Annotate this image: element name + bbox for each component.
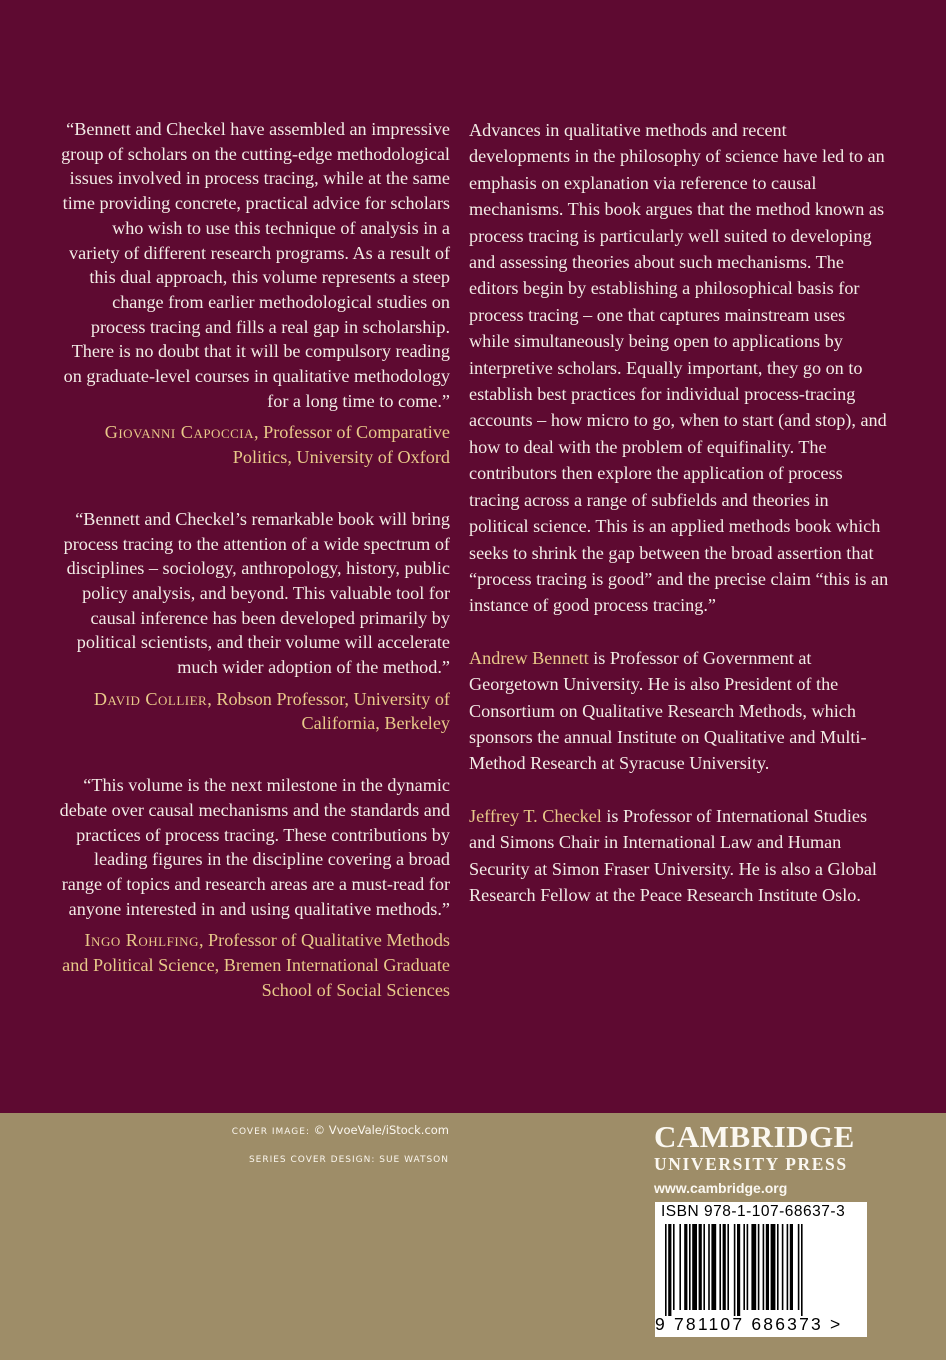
endorsement-quote: “This volume is the next milestone in the dynamic debate over causal mechanisms and the standards and practices of process tracing. These contributions by leading figures in the discipline covering a broad range of topics and research areas are a must-read for anyone interested in and using qualitative methods.” xyxy=(59,775,450,919)
author-name: Andrew Bennett xyxy=(469,647,589,668)
publisher-name: CAMBRIDGE xyxy=(654,1119,855,1154)
endorsement-affiliation: , Robson Professor, University of California, Berkeley xyxy=(207,688,450,734)
endorsement-attribution xyxy=(58,928,450,1002)
endorsement-affiliation: , Professor of Comparative Politics, University of Oxford xyxy=(232,422,450,468)
author-bio-2 xyxy=(469,803,889,909)
barcode-icon xyxy=(663,1224,859,1316)
book-description-column xyxy=(469,117,889,934)
publisher-press: UNIVERSITY PRESS xyxy=(654,1154,848,1174)
barcode-number: 9 781107 686373 > xyxy=(655,1314,843,1334)
isbn-label: ISBN 978-1-107-68637-3 xyxy=(661,1203,846,1220)
series-design-credit: SERIES COVER DESIGN: SUE WATSON xyxy=(248,1155,449,1165)
endorsements-column xyxy=(58,117,450,1040)
author-name: Jeffrey T. Checkel xyxy=(469,805,602,826)
endorsement-attribution xyxy=(58,420,450,469)
cover-image-label: COVER IMAGE: xyxy=(231,1127,310,1137)
endorsement-attribution xyxy=(58,687,450,736)
book-description: Advances in qualitative methods and recent developments in the philosophy of science have led to an emphasis on explanation via reference to causal mechanisms. This book argues that the method known as process tracing is particularly well suited to developing and assessing theories about such mechanisms. The editors begin by establishing a philosophical basis for process tracing – one that captures mainstream uses while simultaneously being open to applications by interpretive scholars. Equally important, they go on to establish best practices for individual process-tracing accounts – how micro to go, when to start (and stop), and how to deal with the problem of equifinality. The contributors then explore the application of process tracing across a range of subfields and theories in political science. This is an applied methods book which seeks to shrink the gap between the broad assertion that “process tracing is good” and the precise claim “this is an instance of good process tracing.” xyxy=(469,120,889,616)
endorsement-quote: “Bennett and Checkel have assembled an impressive group of scholars on the cutting-edge methodological issues involved in process tracing, while at the same time providing concrete, practical advice for scholars who wish to use this technique of analysis in a variety of different research programs. As a result of this dual approach, this volume represents a steep change from earlier methodological studies on process tracing and fills a real gap in scholarship. There is no doubt that it will be compulsory reading on graduate-level courses in qualitative methodology for a long time to come.” xyxy=(61,119,450,411)
endorsement-quote: “Bennett and Checkel’s remarkable book will bring process tracing to the attention of a wide spectrum of disciplines – sociology, anthropology, history, public policy analysis, and beyond. This valuable tool for causal inference has been developed primarily by political scientists, and their volume will accelerate much wider adoption of the method.” xyxy=(63,508,450,678)
cover-image-credit xyxy=(232,1123,449,1137)
endorsement-author: David Collier xyxy=(93,688,208,709)
endorsement-author: Ingo Rohlfing xyxy=(84,930,199,951)
barcode-panel xyxy=(655,1202,867,1337)
publisher-logo xyxy=(654,1120,855,1196)
endorsement-2 xyxy=(58,507,450,736)
endorsement-author: Giovanni Capoccia xyxy=(104,422,255,443)
publisher-website: www.cambridge.org xyxy=(654,1180,788,1196)
endorsement-affiliation: , Professor of Qualitative Methods and Political Science, Bremen International Graduate School of Social Sciences xyxy=(62,930,450,1000)
cover-image-source: © VvoeVale/iStock.com xyxy=(310,1123,449,1137)
author-bio-1 xyxy=(469,645,889,777)
author-bio-text: is Professor of Government at Georgetown University. He is also President of the Consortium on Qualitative Research Methods, which sponsors the annual Institute on Qualitative and Multi-Method Research at Syracuse University. xyxy=(469,647,867,774)
endorsement-3 xyxy=(58,773,450,1002)
endorsement-1 xyxy=(58,117,450,470)
author-bio-text: is Professor of International Studies and Simons Chair in International Law and Human Security at Simon Fraser University. He is also a Global Research Fellow at the Peace Research Institute Oslo. xyxy=(469,805,877,905)
footer-band xyxy=(0,1113,946,1360)
